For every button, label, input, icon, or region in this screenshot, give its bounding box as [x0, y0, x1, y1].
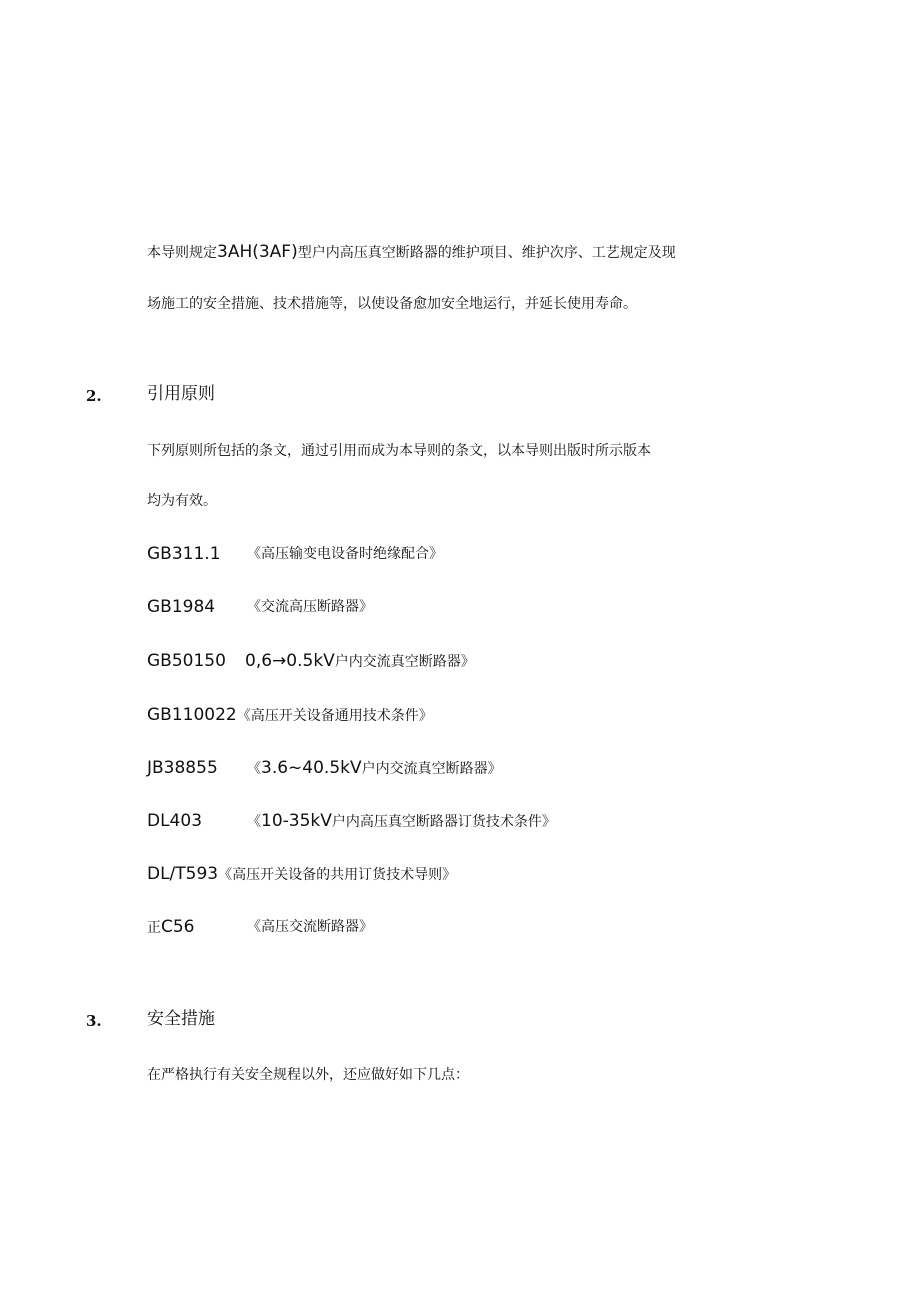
reference-title: 《高压开关设备通用技术条件》 — [236, 708, 433, 724]
reference-code: DL403 — [147, 811, 203, 831]
intro-line-2: 场施工的安全措施、技术措施等，以使设备愈加安全地运行，并延长使用寿命。 — [147, 296, 637, 312]
section-2-number: 2. — [86, 387, 102, 405]
reference-code: JB38855 — [147, 758, 218, 778]
section-3-para: 在严格执行有关安全规程以外，还应做好如下几点： — [147, 1067, 469, 1083]
reference-title: 《高压交流断路器》 — [247, 919, 373, 935]
reference-code: GB50150 — [147, 651, 226, 671]
intro-model: 3AH(3AF) — [217, 242, 298, 262]
reference-title-open: 《 — [247, 814, 261, 830]
section-2-para-line-1: 下列原则所包括的条文，通过引用而成为本导则的条文，以本导则出版时所示版本 — [147, 443, 651, 459]
reference-code: GB1984 — [147, 597, 216, 617]
reference-item — [147, 543, 443, 565]
section-2-para-line-2: 均为有效。 — [147, 493, 217, 509]
intro-line-1 — [147, 242, 676, 263]
reference-title: 户内高压真空断路器订货技术条件》 — [331, 814, 556, 830]
reference-item — [147, 650, 475, 672]
intro-line-1-post: 型户内高压真空断路器的维护项目、维护次序、工艺规定及现 — [297, 245, 676, 261]
section-2-title: 引用原则 — [147, 384, 215, 404]
reference-title: 《高压输变电设备时绝缘配合》 — [247, 546, 443, 562]
reference-code: DL/T593 — [147, 864, 219, 884]
reference-item — [147, 596, 373, 618]
section-3-number: 3. — [86, 1012, 102, 1030]
reference-item — [147, 863, 456, 886]
reference-code: GB110022 — [147, 705, 237, 725]
reference-code: GB311.1 — [147, 544, 221, 564]
section-3-title: 安全措施 — [147, 1009, 215, 1029]
reference-title-voltage: 0,6→0.5kV — [245, 651, 335, 671]
reference-code-prefix: 正 — [147, 920, 161, 936]
intro-line-1-pre: 本导则规定 — [147, 245, 217, 261]
reference-item — [147, 916, 373, 939]
reference-title: 户内交流真空断路器》 — [361, 761, 502, 777]
reference-title-open: 《 — [247, 761, 261, 777]
reference-title: 《交流高压断路器》 — [247, 599, 373, 615]
reference-title-group — [247, 757, 502, 780]
reference-title-voltage: 10-35kV — [261, 811, 332, 831]
reference-item — [147, 704, 433, 727]
reference-code: C56 — [161, 917, 195, 937]
reference-title-group — [245, 650, 475, 673]
reference-item — [147, 757, 502, 779]
reference-title: 《高压开关设备的共用订货技术导则》 — [218, 867, 457, 883]
reference-title-group — [247, 810, 556, 833]
reference-item — [147, 810, 556, 832]
reference-title: 户内交流真空断路器》 — [334, 654, 475, 670]
reference-title-voltage: 3.6~40.5kV — [261, 758, 362, 778]
